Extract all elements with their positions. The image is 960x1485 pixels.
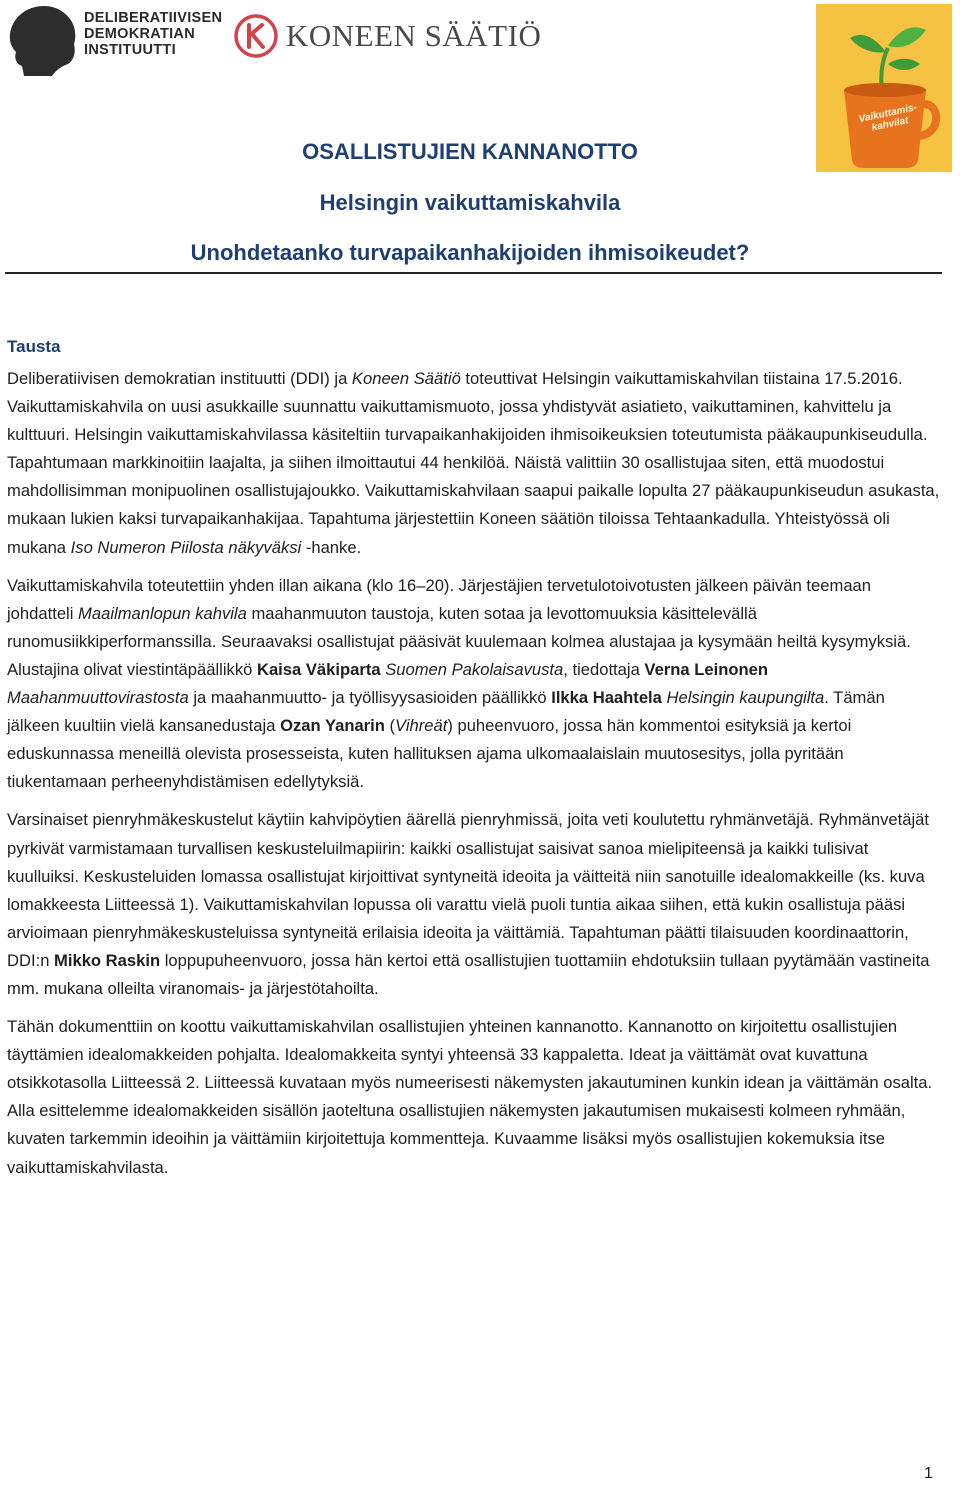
page-number: 1 <box>924 1465 933 1482</box>
topic-title: Unohdetaanko turvapaikanhakijoiden ihmisoikeudet? <box>190 240 750 265</box>
p2-vihreat: Vihreät <box>395 716 448 736</box>
ddi-line-1: DELIBERATIIVISEN <box>84 10 223 26</box>
p2-text-c: , tiedottaja <box>563 659 645 679</box>
p2-text-g: ) puheenvuoro, jossa hän kommentoi esityksiä ja kertoi eduskunnassa meneillä olevista prosesseista, kuten hallituksen ajama ulkomaalaislain muutosesitys, jolla pyritään tiukentamaan perheenyhdistämisen edellytyksiä. <box>7 716 852 792</box>
p2-text-d: ja maahanmuutto- ja työllisyysasioiden päällikkö <box>188 688 552 708</box>
koneen-saatio-mark-icon <box>234 14 278 58</box>
p2-ozan-yanari: Ozan Yanarin <box>280 716 385 736</box>
document-body <box>7 333 942 1192</box>
p2-suomen-pakolaisapu: Suomen Pakolaisavusta <box>385 659 564 679</box>
title-divider <box>5 272 942 274</box>
paragraph-2 <box>7 572 942 797</box>
koneen-saatio-logo <box>234 14 542 60</box>
p3-text-b: loppupuheenvuoro, jossa hän kertoi että osallistujien tuottamiin ehdotuksiin tullaan pyytämään vastineita mm. mukana olleilta viranomais- ja järjestötahoilta. <box>7 950 930 998</box>
p1-text-b: toteuttivat Helsingin vaikuttamiskahvilan tiistaina 17.5.2016. Vaikuttamiskahvila on uusi asukkaille suunnattu vaikuttamismuoto, jossa yhdistyvät asiatieto, vaikuttaminen, kahvittelu ja kulttuuri. Helsingin vaikuttamiskahvilassa käsiteltiin turvapaikanhakijoiden ihmisoikeuksien toteutumista pääkaupunkiseudulla. Tapahtumaan markkinoitiin laajalta, ja siihen ilmoittautui 44 henkilöä. Näistä valittiin 30 osallistujaa siten, että muodostui mahdollisimman monipuolinen osallistujajoukko. Vaikuttamiskahvilaan saapui paikalle lopulta 27 pääkaupunkiseudun asukasta, mukaan lukien kaksi turvapaikanhakijaa. Tapahtuma järjestettiin Koneen säätiön tiloissa Tehtaankadulla. Yhteistyössä oli mukana <box>7 369 940 557</box>
cafe-logo-text: Vaikuttamis-kahvilat <box>857 102 918 134</box>
ddi-line-3: INSTITUUTTI <box>84 42 176 58</box>
p2-verna-leinonen: Verna Leinonen <box>644 659 768 679</box>
document-title: OSALLISTUJIEN KANNANOTTO <box>302 139 638 164</box>
p1-koneen-saatio: Koneen Säätiö <box>351 369 461 388</box>
ddi-logo <box>6 4 223 78</box>
p2-text-e: . Tämän jälkeen kuultiin vielä kansanedustaja <box>7 688 885 736</box>
ddi-line-2: DEMOKRATIAN <box>84 26 195 42</box>
p3-text-a: Varsinaiset pienryhmäkeskustelut käytiin kahvipöytien äärellä pienryhmissä, joita veti koulutettu ryhmänvetäjä. Ryhmänvetäjät pyrkivät varmistamaan turvallisen keskusteluilmapiirin: kaikki osallistujat saisivat sanoa mielipiteensä ja kaikki tulisivat kuulluiksi. Keskusteluiden lomassa osallistujat kirjoittivat syntyneitä ideoita ja väitteitä niin sanotuille idealomakkeille (ks. kuva lomakkeesta Liitteessä 1). Vaikuttamiskahvilan lopussa oli varattu vielä puoli tuntia aikaa siihen, että kukin osallistuja pääsi arvioimaan pienryhmäkeskusteluissa syntyneitä erilaisia ideoita ja väittämiä. Tapahtuman päätti tilaisuuden koordinaattorin, DDI:n <box>7 810 930 970</box>
event-title: Helsingin vaikuttamiskahvila <box>319 190 621 215</box>
p2-ilkka-haahtela: Ilkka Haahtela <box>551 688 662 708</box>
p1-text-a: Deliberatiivisen demokratian instituutti (DDI) ja <box>7 369 352 388</box>
p3-mikko-raski: Mikko Raskin <box>54 950 161 970</box>
head-silhouette-icon <box>6 4 78 78</box>
p2-text-f: ( <box>384 716 396 736</box>
p2-helsingin-kaupunki: Helsingin kaupungilta <box>666 688 825 708</box>
paragraph-3 <box>7 806 942 1003</box>
p1-project-name: Iso Numeron Piilosta näkyväksi <box>70 537 302 557</box>
paragraph-4: Tähän dokumenttiin on koottu vaikuttamiskahvilan osallistujien yhteinen kannanotto. Kannanotto on kirjoitettu osallistujien täyttämien idealomakkeiden pohjalta. Idealomakkeita syntyi yhteensä 33 kappaletta. Ideat ja väittämät ovat kuvattuna otsikkotasolla Liitteessä 2. Liitteessä kuvataan myös numeerisesti näkemysten jakautuminen kunkin idean ja väittämän osalta. Alla esittelemme idealomakkeiden sisällön jaoteltuna osallistujien näkemysten jakautumisen mukaisesti kolmeen ryhmään, kuvaten tarkemmin ideoihin ja väittämiin kirjoitettuja kommentteja. Kuvaamme lisäksi myös osallistujien kokemuksia itse vaikuttamiskahvilasta. <box>7 1017 933 1177</box>
p2-maahanmuuttovirasto: Maahanmuuttovirastosta <box>7 688 189 708</box>
paragraph-1 <box>7 365 942 562</box>
p2-kaisa-vakiparta: Kaisa Väkiparta <box>256 659 381 679</box>
koneen-saatio-wordmark: KONEEN SÄÄTIÖ <box>286 18 542 53</box>
p2-text-b: maahanmuuton taustoja, kuten sotaa ja levottomuuksia käsittelevällä runomusiikkiperformanssilla. Seuraavaksi osallistujat pääsivät kuulemaan kolmea alustajaa ja kysymään heiltä kysymyksiä. Alustajina olivat viestintäpäällikkö <box>7 603 911 679</box>
p1-text-c: -hanke. <box>301 537 362 557</box>
section-heading-tausta: Tausta <box>7 337 61 356</box>
p2-text-a: Vaikuttamiskahvila toteutettiin yhden illan aikana (klo 16–20). Järjestäjien tervetulotoivotusten jälkeen päivän teemaan johdatteli <box>7 575 872 623</box>
p2-maailmanlopun-kahvila: Maailmanlopun kahvila <box>78 603 247 623</box>
